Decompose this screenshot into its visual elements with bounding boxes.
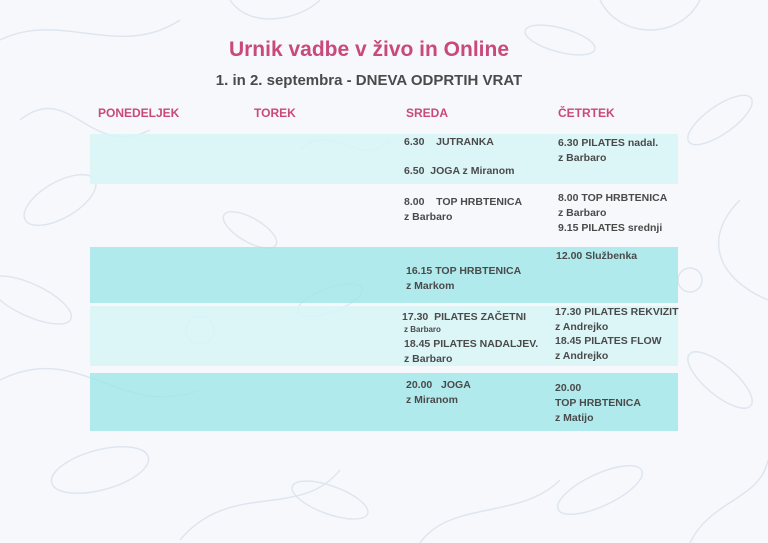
- schedule-entry: 16.15 TOP HRBTENICA: [406, 265, 522, 277]
- schedule-entry: 20.00: [555, 382, 582, 394]
- schedule-teacher: z Barbaro: [404, 353, 453, 365]
- schedule-teacher: z Andrejko: [555, 321, 609, 333]
- schedule-teacher: z Miranom: [406, 394, 458, 406]
- day-header-cetrtek: ČETRTEK: [558, 106, 615, 120]
- schedule-entry: 9.15 PILATES srednji: [558, 222, 663, 234]
- schedule-entry: 6.30 PILATES nadal.: [558, 137, 659, 149]
- schedule-teacher: z Barbaro: [404, 211, 453, 223]
- page-title: Urnik vadbe v živo in Online: [228, 38, 510, 61]
- schedule-teacher: z Barbaro: [558, 152, 607, 164]
- schedule-entry: 8.00 TOP HRBTENICA: [558, 192, 668, 204]
- schedule-teacher: z Matijo: [555, 412, 594, 424]
- schedule-teacher: z Barbaro: [558, 207, 607, 219]
- schedule-entry: 12.00 Službenka: [556, 250, 638, 262]
- schedule-entry: 6.30 JUTRANKA: [404, 136, 494, 148]
- day-header-ponedeljek: PONEDELJEK: [98, 106, 180, 120]
- schedule-entry: 17.30 PILATES REKVIZIT: [555, 306, 679, 318]
- schedule-entry: 18.45 PILATES NADALJEV.: [404, 338, 539, 350]
- page-subtitle: 1. in 2. septembra - DNEVA ODPRTIH VRAT: [215, 72, 523, 89]
- schedule-teacher: z Barbaro: [404, 325, 441, 334]
- schedule-entry: 6.50 JOGA z Miranom: [404, 165, 515, 177]
- day-header-sreda: SREDA: [406, 106, 449, 120]
- schedule-entry: 17.30 PILATES ZAČETNI: [402, 311, 527, 323]
- schedule-entry: TOP HRBTENICA: [555, 397, 641, 409]
- schedule-entry: 8.00 TOP HRBTENICA: [404, 196, 523, 208]
- schedule-entry: 18.45 PILATES FLOW: [555, 335, 662, 347]
- schedule-teacher: z Markom: [406, 280, 455, 292]
- day-header-torek: TOREK: [254, 106, 296, 120]
- schedule-teacher: z Andrejko: [555, 350, 609, 362]
- schedule-entry: 20.00 JOGA: [406, 379, 471, 391]
